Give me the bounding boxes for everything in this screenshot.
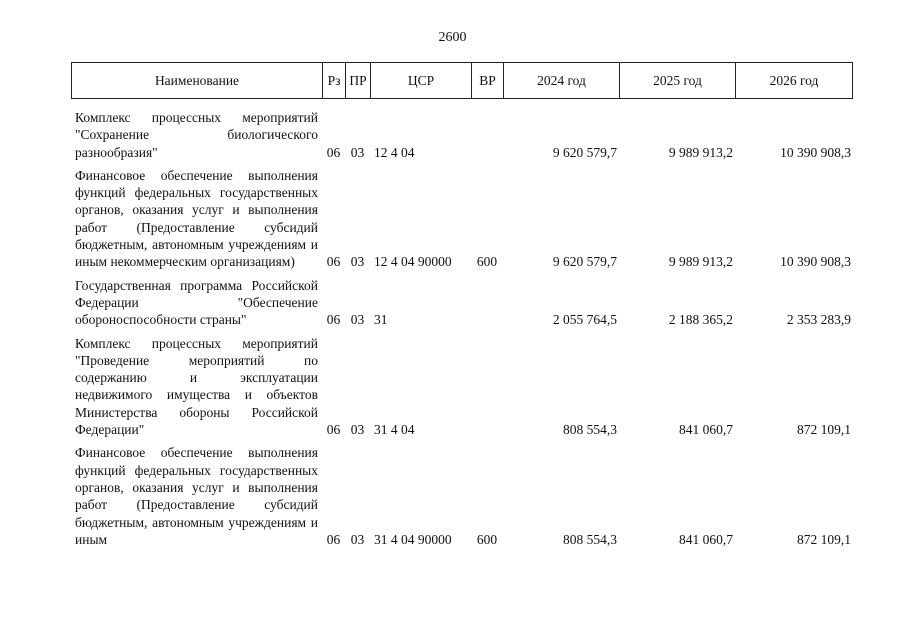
table-row bbox=[71, 277, 853, 329]
row-pr: 03 bbox=[350, 254, 365, 270]
row-csr: 31 bbox=[374, 312, 388, 328]
header-year-2024: 2024 год bbox=[504, 63, 620, 98]
row-name: Комплекс процессных мероприятий "Сохранение биологического разнообразия" bbox=[75, 110, 318, 160]
row-value-2025: 2 188 365,2 bbox=[668, 312, 733, 328]
table-row bbox=[71, 109, 853, 161]
header-csr: ЦСР bbox=[371, 63, 472, 98]
row-pr: 03 bbox=[350, 531, 365, 547]
row-value-2024: 9 620 579,7 bbox=[552, 254, 617, 270]
page-number: 2600 bbox=[438, 30, 467, 45]
row-rz: 06 bbox=[326, 312, 341, 328]
row-name: Комплекс процессных мероприятий "Проведение мероприятий по содержанию и эксплуатации недвижимого имущества и объектов Министерства обороны Российской Федерации" bbox=[75, 335, 318, 438]
header-name: Наименование bbox=[72, 63, 323, 98]
row-vr: 600 bbox=[476, 531, 498, 547]
row-value-2024: 808 554,3 bbox=[563, 531, 617, 547]
row-pr: 03 bbox=[350, 312, 365, 328]
row-csr: 12 4 04 90000 bbox=[374, 254, 452, 270]
row-value-2024: 808 554,3 bbox=[563, 422, 617, 438]
row-value-2026: 872 109,1 bbox=[797, 422, 851, 438]
header-rz: Рз bbox=[323, 63, 346, 98]
row-csr: 31 4 04 bbox=[374, 422, 415, 438]
row-rz: 06 bbox=[326, 254, 341, 270]
row-rz: 06 bbox=[326, 144, 341, 160]
row-csr: 12 4 04 bbox=[374, 144, 415, 160]
row-value-2026: 2 353 283,9 bbox=[786, 312, 851, 328]
row-rz: 06 bbox=[326, 422, 341, 438]
table-row bbox=[71, 167, 853, 271]
table-header bbox=[71, 62, 853, 99]
row-rz: 06 bbox=[326, 531, 341, 547]
row-name: Государственная программа Российской Федерации "Обеспечение обороноспособности страны" bbox=[75, 277, 318, 328]
row-csr: 31 4 04 90000 bbox=[374, 531, 452, 547]
row-pr: 03 bbox=[350, 144, 365, 160]
header-vr: ВР bbox=[472, 63, 504, 98]
row-pr: 03 bbox=[350, 422, 365, 438]
header-year-2025: 2025 год bbox=[620, 63, 736, 98]
row-vr: 600 bbox=[476, 254, 498, 270]
row-name: Финансовое обеспечение выполнения функций федеральных государственных органов, оказания услуг и выполнения работ (Предоставление субсидий бюджетным, автономным учреждениям и иным некоммерческим организациям) bbox=[75, 167, 318, 270]
header-year-2026: 2026 год bbox=[769, 72, 819, 88]
row-value-2025: 9 989 913,2 bbox=[668, 144, 733, 160]
row-value-2025: 841 060,7 bbox=[679, 422, 733, 438]
row-name: Финансовое обеспечение выполнения функций федеральных государственных органов, оказания услуг и выполнения работ (Предоставление субсидий бюджетным, автономным учреждениям и иным bbox=[75, 445, 318, 547]
row-value-2024: 2 055 764,5 bbox=[552, 312, 617, 328]
row-value-2025: 841 060,7 bbox=[679, 531, 733, 547]
table-row bbox=[71, 335, 853, 439]
row-value-2026: 872 109,1 bbox=[797, 531, 851, 547]
table-body bbox=[71, 109, 853, 554]
row-value-2024: 9 620 579,7 bbox=[552, 144, 617, 160]
row-value-2026: 10 390 908,3 bbox=[780, 144, 851, 160]
row-value-2025: 9 989 913,2 bbox=[668, 254, 733, 270]
header-pr: ПР bbox=[346, 63, 371, 98]
table-row bbox=[71, 444, 853, 548]
row-value-2026: 10 390 908,3 bbox=[780, 254, 851, 270]
